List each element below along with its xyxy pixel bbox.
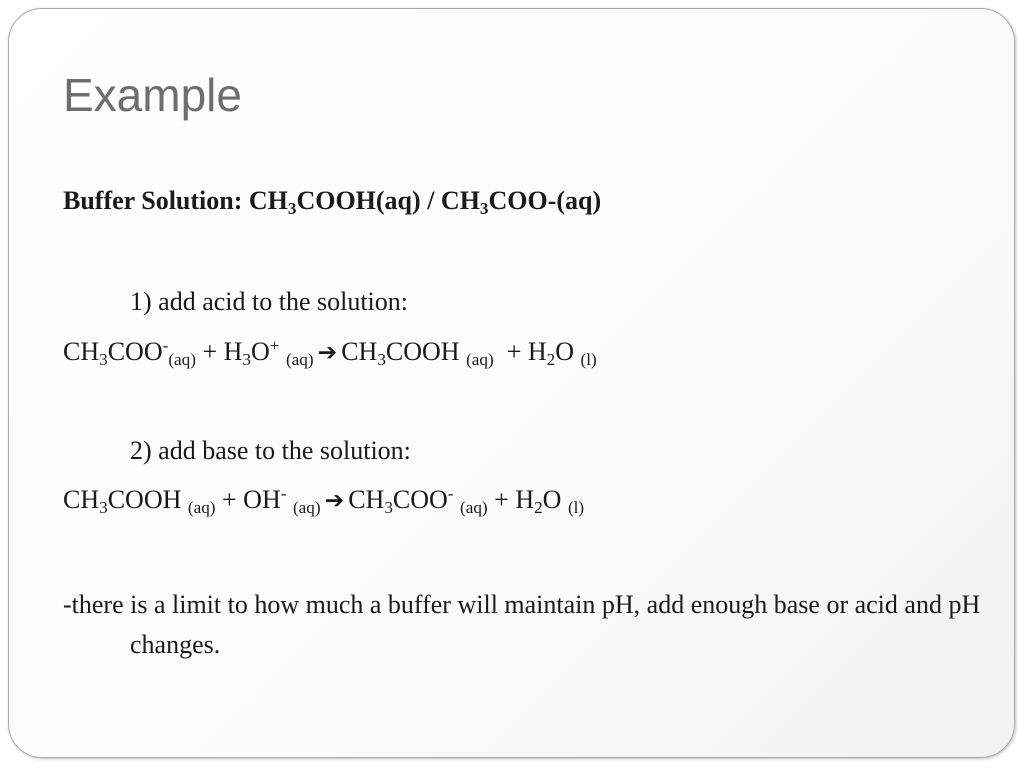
buffer-base-formula: $CH_3COO-(aq)$: [440, 186, 602, 219]
buffer-separator: /: [420, 186, 441, 215]
step2-label: 2) add base to the solution:: [130, 436, 411, 465]
plus-sign: +: [215, 485, 244, 514]
step2-equation: [63, 483, 585, 518]
reactant-hydronium: $H_3O^+$ $_{(aq)}$: [223, 335, 314, 370]
buffer-solution-line: [63, 186, 602, 219]
product-acetic-acid: $CH_3COOH$ $_{(aq)}$: [341, 337, 494, 370]
limit-note: -there is a limit to how much a buffer will maintain pH, add enough base or acid and pH changes.: [63, 590, 981, 659]
plus-sign: +: [195, 337, 224, 366]
product-water: $H_2O$ $_{(l)}$: [515, 485, 585, 518]
plus-sign: +: [487, 485, 516, 514]
slide-title: Example: [63, 69, 242, 121]
plus-sign: +: [493, 337, 528, 366]
reactant-acetic-acid: $CH_3COOH$ $_{(aq)}$: [63, 485, 216, 518]
product-acetate: $CH_3COO^-$ $_{(aq)}$: [348, 483, 488, 518]
arrow-right-icon: ➔: [317, 338, 338, 366]
product-water: $H_2O$ $_{(l)}$: [527, 337, 597, 370]
reactant-hydroxide: OH- $_{(aq)}$: [243, 483, 321, 518]
step1-label: 1) add acid to the solution:: [130, 287, 409, 316]
buffer-acid-formula: $CH_3COOH(aq)$: [248, 186, 421, 219]
arrow-right-icon: ➔: [324, 486, 345, 514]
step1-equation: [63, 335, 597, 370]
reactant-acetate: $CH_3COO^-_{(aq)}$: [63, 335, 196, 370]
buffer-prefix: Buffer Solution:: [63, 186, 249, 215]
